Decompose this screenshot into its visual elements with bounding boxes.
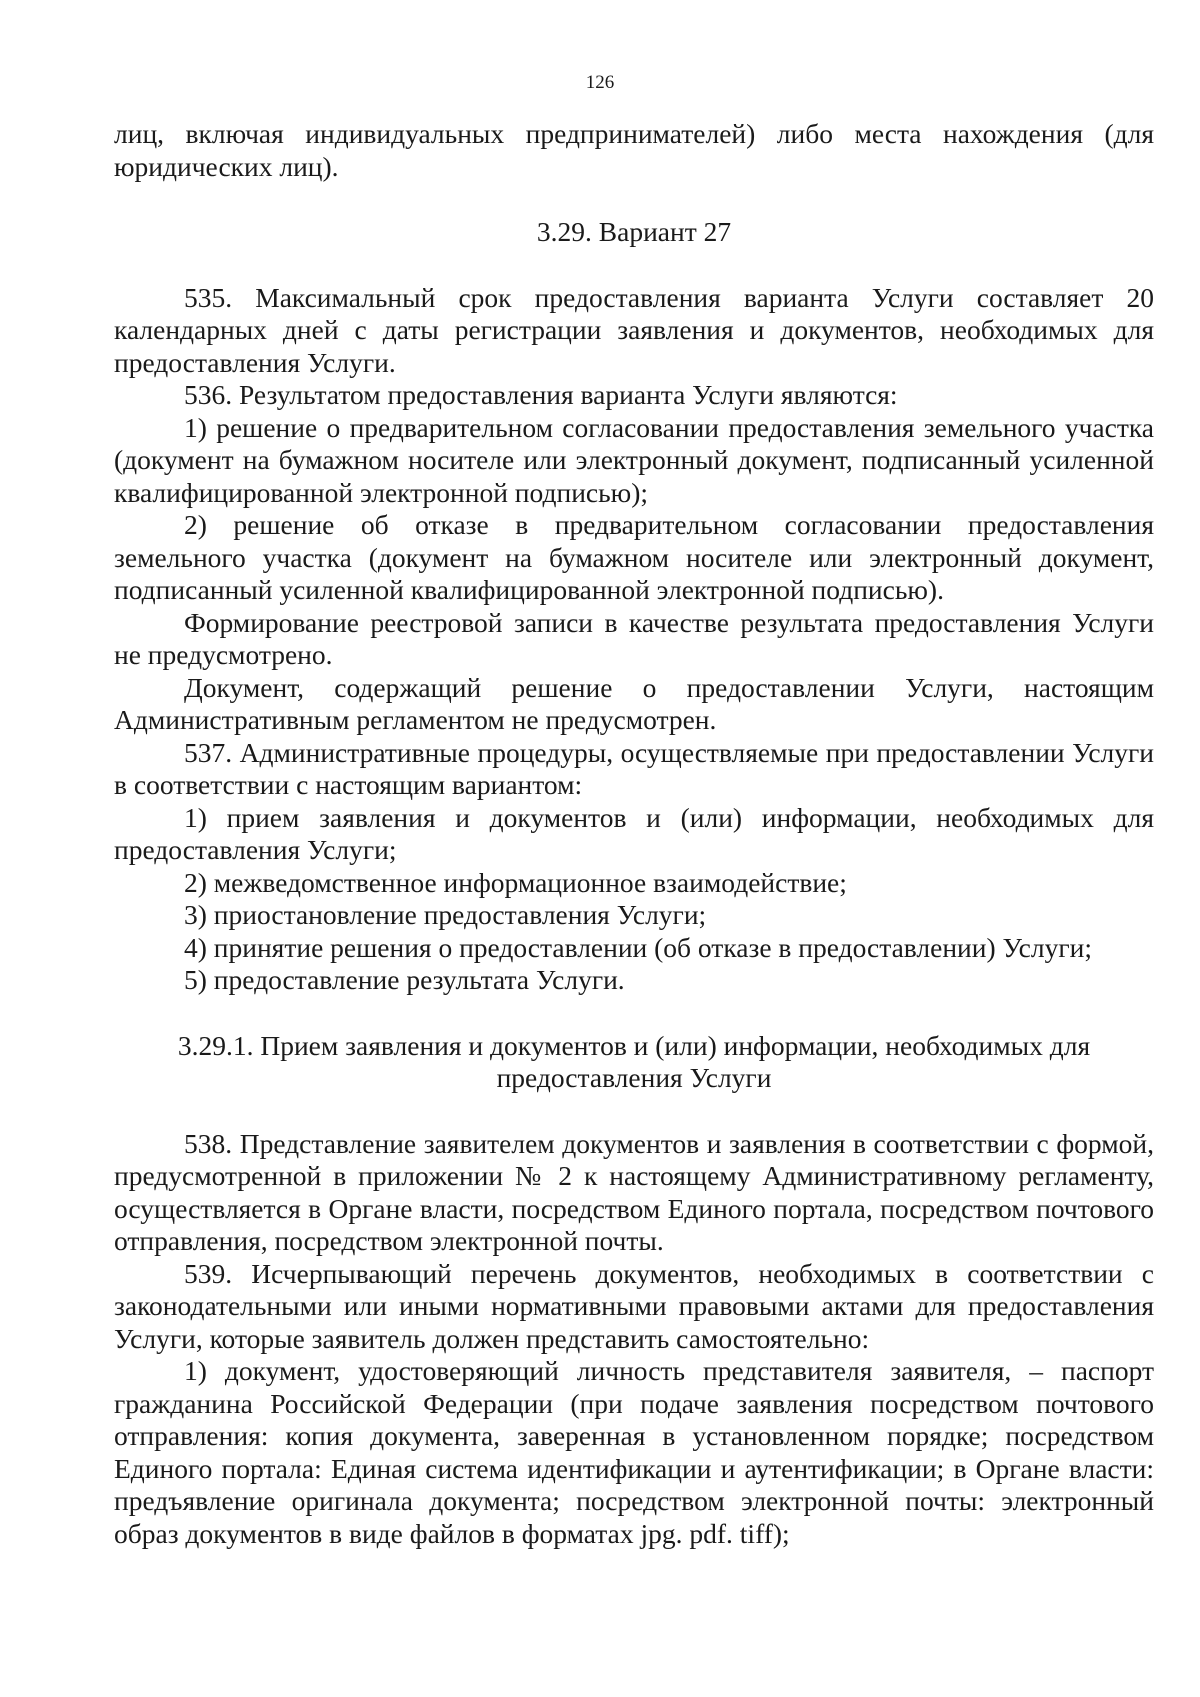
subsection-title-line-1: 3.29.1. Прием заявления и документов и (или) информации, необходимых для xyxy=(177,1029,1091,1061)
spacer xyxy=(114,997,1154,1030)
list-item-537-5: 5) предоставление результата Услуги. xyxy=(184,964,625,995)
list-item-536-1: 1) решение о предварительном согласовании предоставления земельного участка (документ на бумажном носителе или электронный документ, подписанный усиленной квалифицированной электронной подписью); xyxy=(114,411,1154,508)
list-item-537-4: 4) принятие решения о предоставлении (об отказе в предоставлении) Услуги; xyxy=(184,931,1092,963)
spacer xyxy=(114,1095,1154,1128)
paragraph-registry-note: Формирование реестровой записи в качестве результата предоставления Услуги не предусмотрено. xyxy=(114,606,1154,670)
paragraph-document-note: Документ, содержащий решение о предоставлении Услуги, настоящим Административным регламентом не предусмотрен. xyxy=(114,671,1154,735)
page-number: 126 xyxy=(585,72,615,93)
spacer xyxy=(114,249,1154,282)
paragraph-535: 535. Максимальный срок предоставления варианта Услуги составляет 20 календарных дней с даты регистрации заявления и документов, необходимых для предоставления Услуги. xyxy=(114,281,1154,378)
list-item-537-2: 2) межведомственное информационное взаимодействие; xyxy=(184,866,847,898)
paragraph-537: 537. Административные процедуры, осуществляемые при предоставлении Услуги в соответствии с настоящим вариантом: xyxy=(114,736,1154,800)
subsection-title xyxy=(114,1030,1154,1095)
list-item-539-1: 1) документ, удостоверяющий личность представителя заявителя, – паспорт гражданина Российской Федерации (при подаче заявления посредством почтового отправления: копия документа, заверенная в установленном порядке; посредством Единого портала: Единая система идентификации и аутентификации; в Органе власти: предъявление оригинала документа; посредством электронной почты: электронный образ документов в виде файлов в форматах jpg. pdf. tiff); xyxy=(114,1355,1154,1549)
paragraph-539: 539. Исчерпывающий перечень документов, необходимых в соответствии с законодательными или иными нормативными правовыми актами для предоставления Услуги, которые заявитель должен представить самостоятельно: xyxy=(114,1257,1154,1354)
list-item-537-1: 1) прием заявления и документов и (или) информации, необходимых для предоставления Услуги; xyxy=(114,801,1154,865)
subsection-title-line-2: предоставления Услуги xyxy=(496,1062,772,1093)
paragraph-538: 538. Представление заявителем документов и заявления в соответствии с формой, предусмотренной в приложении № 2 к настоящему Административному регламенту, осуществляется в Органе власти, посредством Единого портала, посредством почтового отправления, посредством электронной почты. xyxy=(114,1127,1154,1256)
paragraph-536: 536. Результатом предоставления варианта Услуги являются: xyxy=(184,379,898,410)
continuation-paragraph: лиц, включая индивидуальных предпринимателей) либо места нахождения (для юридических лиц). xyxy=(114,118,1154,182)
spacer xyxy=(114,183,1154,216)
list-item-537-3: 3) приостановление предоставления Услуги; xyxy=(184,899,707,930)
section-title: 3.29. Вариант 27 xyxy=(536,216,732,247)
list-item-536-2: 2) решение об отказе в предварительном согласовании предоставления земельного участка (документ на бумажном носителе или электронный документ, подписанный усиленной квалифицированной электронной подписью). xyxy=(114,509,1154,605)
page-body xyxy=(114,118,1154,1550)
